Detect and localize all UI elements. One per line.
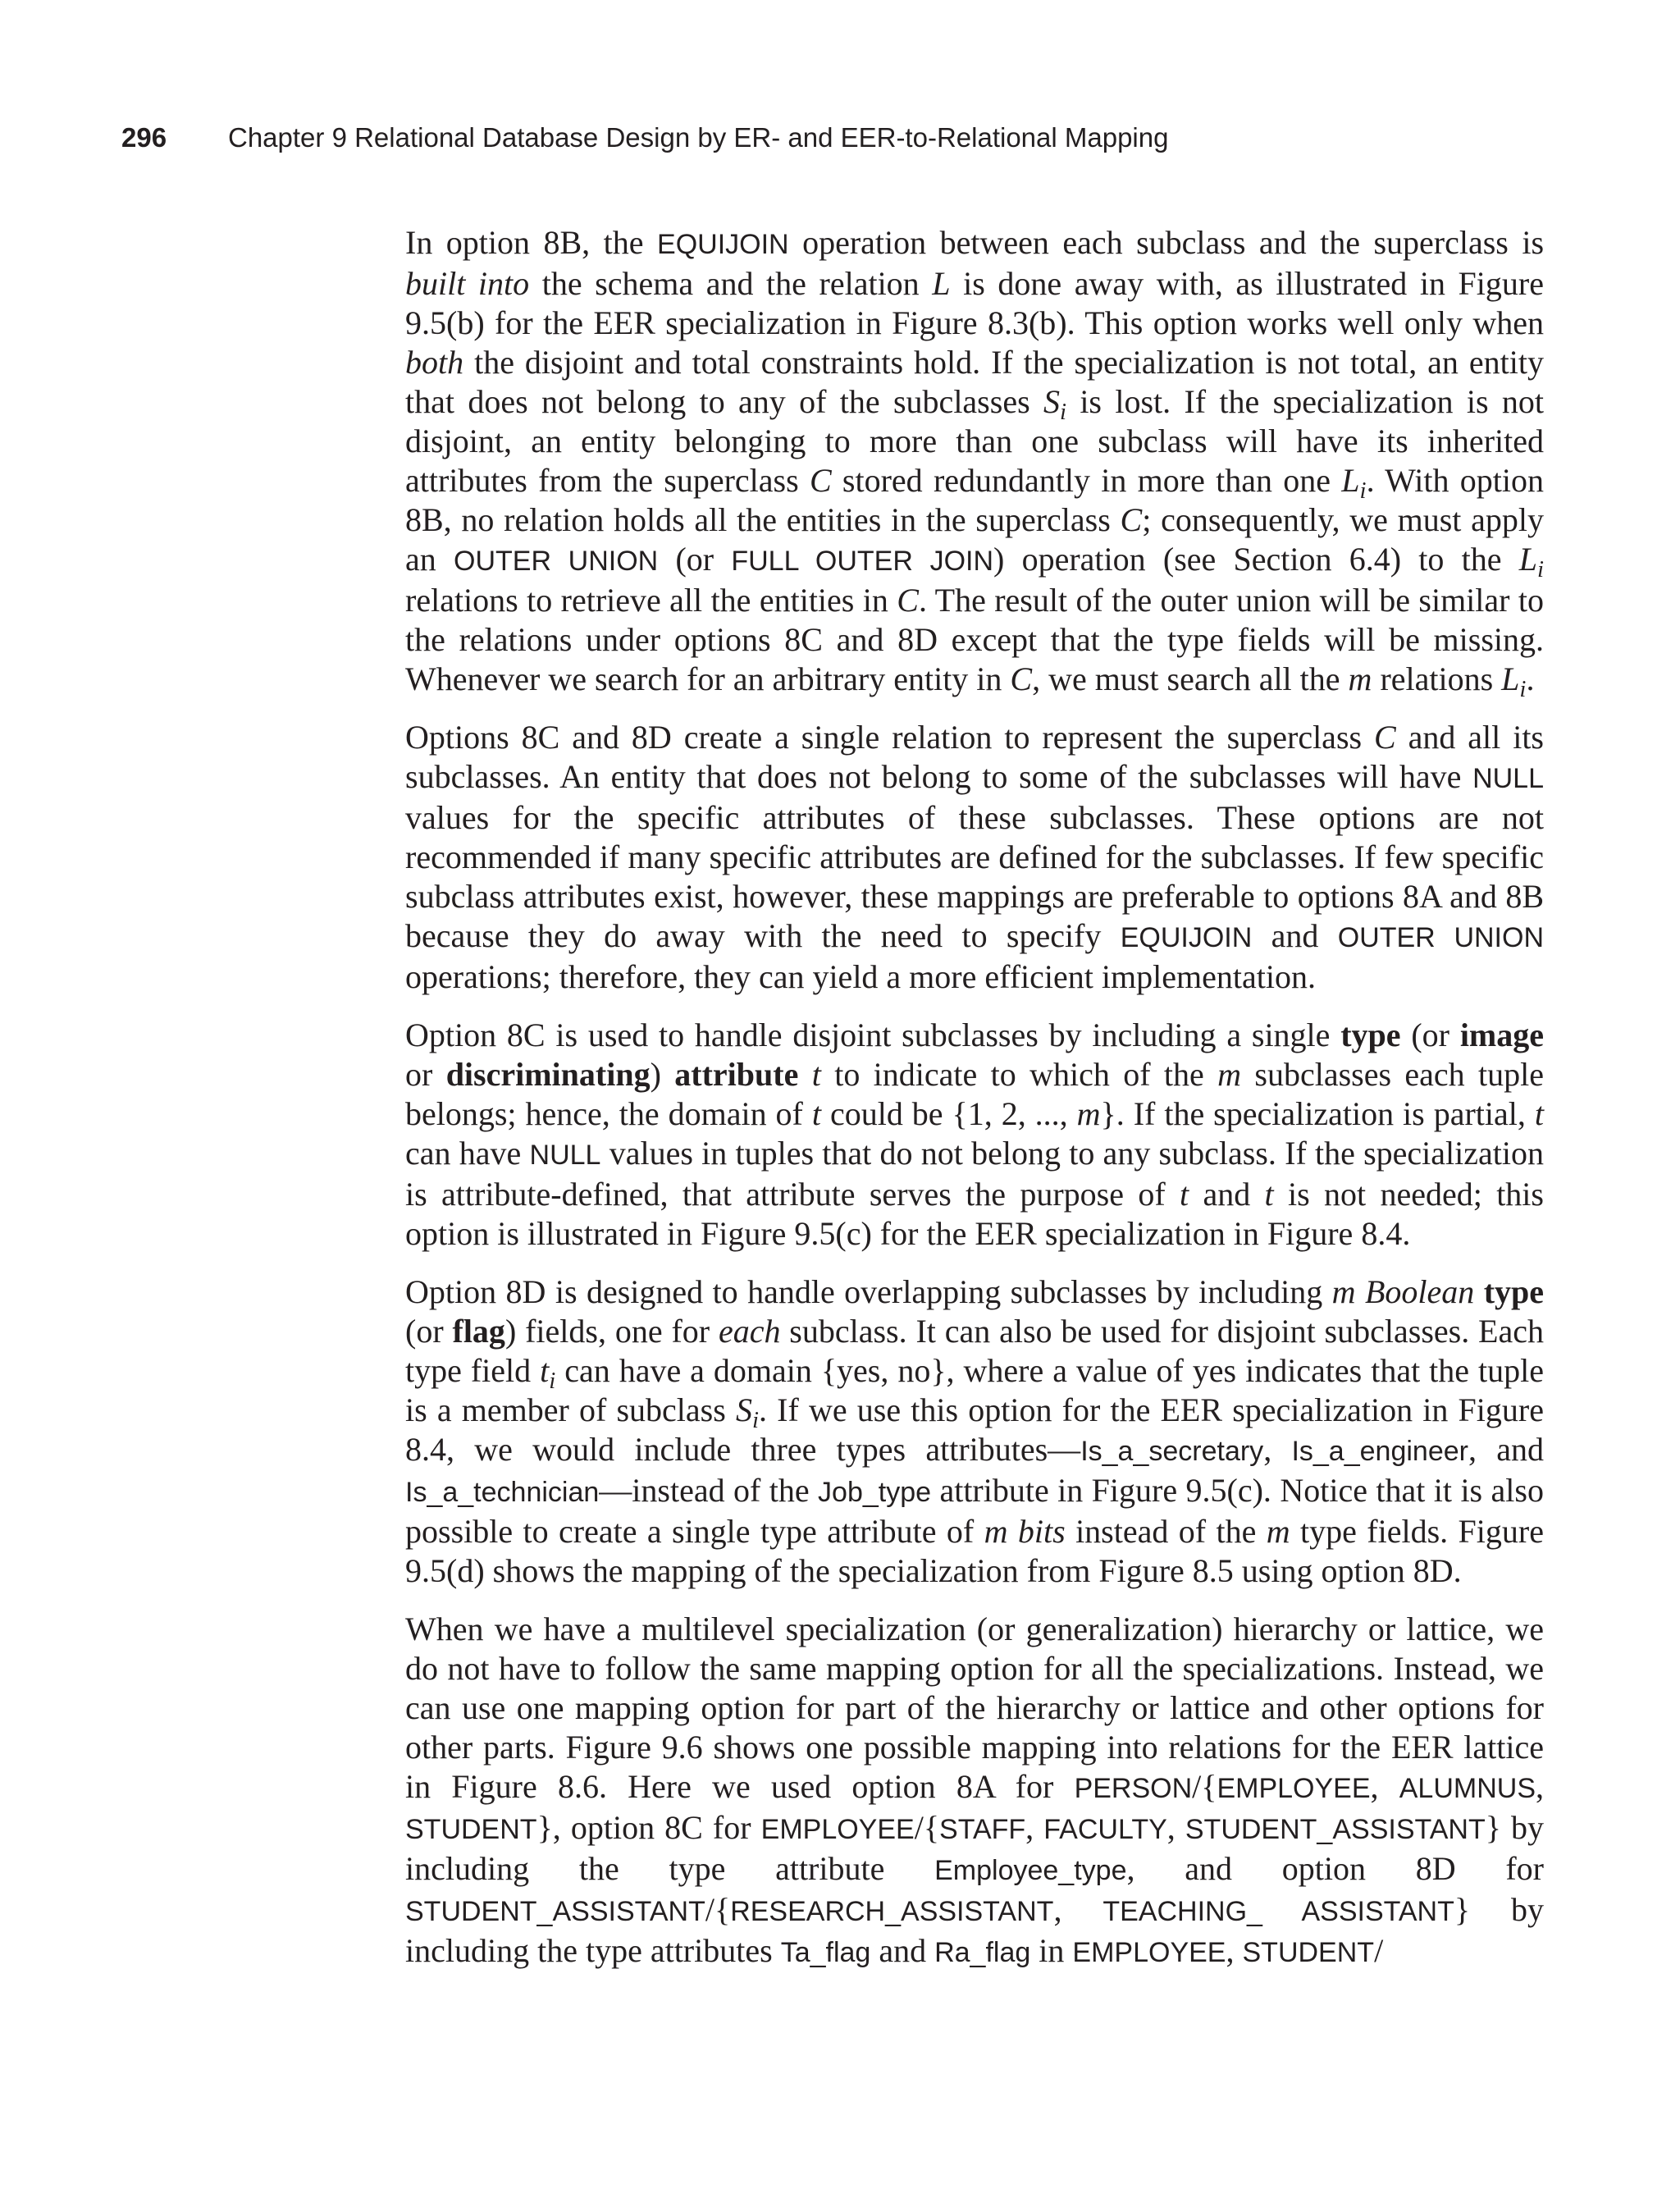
schema-term: FULL OUTER JOIN bbox=[731, 546, 994, 577]
schema-term: EMPLOYEE bbox=[760, 1814, 915, 1845]
subscript: i bbox=[751, 1407, 759, 1434]
schema-term: EMPLOYEE bbox=[1217, 1773, 1371, 1804]
schema-term: RESEARCH_ASSISTANT bbox=[730, 1896, 1054, 1927]
italic-term: t bbox=[1264, 1176, 1274, 1213]
italic-term: m bbox=[1348, 660, 1372, 697]
italic-term: each bbox=[718, 1313, 781, 1350]
italic-term: S bbox=[735, 1391, 752, 1428]
schema-term: Job_type bbox=[818, 1477, 932, 1508]
subscript: i bbox=[1536, 556, 1544, 583]
body-text bbox=[405, 223, 1544, 1991]
bold-term: attribute bbox=[674, 1056, 799, 1093]
italic-term: m bbox=[1217, 1056, 1242, 1093]
italic-term: L bbox=[1341, 462, 1360, 499]
schema-term: STUDENT bbox=[1242, 1937, 1375, 1968]
paragraph-multilevel: When we have a multilevel specialization (or generalization) hierarchy or lattice, we do not have to follow the same mapping option for all the specializations. Instead, we can use one mapping option for part of the hierarchy or lattice and other options for other parts. Figure 9.6 shows one possible mapping into relations for the EER lattice in Figure 8.6. Here we used option 8A for PERSON/{EMPLOYEE, ALUMNUS, STUDENT}, option 8C for EMPLOYEE/{STAFF, FACULTY, STUDENT_ASSISTANT} by including the type attribute Employee_type, and option 8D for STUDENT_ASSISTANT/{RESEARCH_ASSISTANT, TEACHING_ ASSISTANT} by including the type attributes Ta_flag and Ra_flag in EMPLOYEE, STUDENT/ bbox=[405, 1610, 1545, 1969]
schema-term: FACULTY bbox=[1043, 1814, 1167, 1845]
subscript: i bbox=[1519, 676, 1527, 703]
schema-term: OUTER UNION bbox=[454, 546, 659, 577]
italic-term: t bbox=[811, 1095, 821, 1132]
schema-term: PERSON bbox=[1074, 1773, 1193, 1804]
italic-term: t bbox=[811, 1056, 821, 1093]
bold-term: flag bbox=[452, 1313, 505, 1350]
schema-term: STAFF bbox=[939, 1814, 1026, 1845]
italic-term: C bbox=[897, 582, 919, 619]
schema-term: Employee_type bbox=[934, 1855, 1127, 1886]
italic-term: C bbox=[1374, 719, 1396, 756]
schema-term: Is_a_engineer bbox=[1291, 1436, 1468, 1467]
paragraph-option-8b: In option 8B, the EQUIJOIN operation between each subclass and the superclass is built into the schema and the relation L is done away with, as illustrated in Figure 9.5(b) for the EER specialization in Figure 8.3(b). This option works well only when both the disjoint and total constraints hold. If the specialization is not total, an entity that does not belong to any of the subclasses $S_i$ is lost. If the specialization is not disjoint, an entity belonging to more than one subclass will have its inherited attributes from the superclass C stored redundantly in more than one $L_i$. With option 8B, no relation holds all the entities in the superclass C; consequently, we must apply an OUTER UNION (or FULL OUTER JOIN) operation (see Section 6.4) to the $L_i$ relations to retrieve all the entities in C. The result of the outer union will be similar to the relations under options 8C and 8D except that the type fields will be missing. Whenever we search for an arbitrary entity in C, we must search all the m relations $L_i$. bbox=[405, 224, 1545, 703]
italic-term: t bbox=[540, 1352, 550, 1389]
bold-term: type bbox=[1483, 1273, 1545, 1310]
italic-term: L bbox=[1518, 541, 1537, 578]
chapter-title: Chapter 9 Relational Database Design by ER- and EER-to-Relational Mapping bbox=[228, 122, 1169, 153]
italic-term: C bbox=[809, 462, 832, 499]
subscript: i bbox=[1359, 477, 1367, 505]
schema-term: EMPLOYEE bbox=[1072, 1937, 1226, 1968]
italic-term: S bbox=[1043, 383, 1060, 420]
italic-term: C bbox=[1010, 660, 1033, 697]
italic-term: C bbox=[1120, 501, 1143, 538]
schema-term: Is_a_secretary bbox=[1080, 1436, 1264, 1467]
bold-term: image bbox=[1459, 1016, 1544, 1053]
italic-term: m bits bbox=[984, 1513, 1066, 1550]
schema-term: NULL bbox=[529, 1140, 601, 1171]
page-number: 296 bbox=[121, 122, 167, 153]
paragraph-options-8c-8d: Options 8C and 8D create a single relation to represent the superclass C and all its subclasses. An entity that does not belong to some of the subclasses will have NULL values for the specific attributes of these subclasses. These options are not recommended if many specific attributes are defined for the subclasses. If few specific subclass attributes exist, however, these mappings are preferable to options 8A and 8B because they do away with the need to specify EQUIJOIN and OUTER UNION operations; therefore, they can yield a more efficient implementation. bbox=[405, 719, 1544, 995]
schema-term: NULL bbox=[1472, 763, 1544, 794]
schema-term: ALUMNUS bbox=[1399, 1773, 1536, 1804]
schema-term: Ra_flag bbox=[934, 1937, 1031, 1968]
schema-term: EQUIJOIN bbox=[1120, 922, 1253, 953]
subscript: i bbox=[1059, 399, 1066, 426]
schema-term: EQUIJOIN bbox=[657, 229, 789, 260]
italic-term: m bbox=[1076, 1095, 1101, 1132]
italic-term: m bbox=[1266, 1513, 1290, 1550]
schema-term: STUDENT_ASSISTANT bbox=[405, 1896, 705, 1927]
running-head bbox=[121, 120, 1565, 156]
schema-term: STUDENT bbox=[405, 1814, 537, 1845]
schema-term: OUTER UNION bbox=[1337, 922, 1544, 953]
bold-term: type bbox=[1340, 1016, 1401, 1053]
italic-term: m Boolean bbox=[1331, 1273, 1475, 1310]
italic-term: both bbox=[405, 344, 464, 381]
bold-term: discriminating bbox=[445, 1056, 651, 1093]
schema-term: Is_a_technician bbox=[405, 1477, 600, 1508]
schema-term: TEACHING_ ASSISTANT bbox=[1102, 1896, 1454, 1927]
paragraph-option-8c: Option 8C is used to handle disjoint subclasses by including a single type (or image or discriminating) attribute t to indicate to which of the m subclasses each tuple belongs; hence, the domain of t could be {1, 2, ..., m}. If the specialization is partial, t can have NULL values in tuples that do not belong to any subclass. If the specialization is attribute-defined, that attribute serves the purpose of t and t is not needed; this option is illustrated in Figure 9.5(c) for the EER specialization in Figure 8.4. bbox=[405, 1016, 1545, 1252]
schema-term: STUDENT_ASSISTANT bbox=[1185, 1814, 1486, 1845]
italic-term: built into bbox=[405, 265, 530, 302]
italic-term: L bbox=[1501, 660, 1520, 697]
italic-term: t bbox=[1534, 1095, 1544, 1132]
schema-term: Ta_flag bbox=[780, 1937, 871, 1968]
subscript: i bbox=[549, 1368, 556, 1395]
italic-term: L bbox=[932, 265, 951, 302]
paragraph-option-8d: Option 8D is designed to handle overlapping subclasses by including m Boolean type (or flag) fields, one for each subclass. It can also be used for disjoint subclasses. Each type field $t_i$ can have a domain {yes, no}, where a value of yes indicates that the tuple is a member of subclass $S_i$. If we use this option for the EER specialization in Figure 8.4, we would include three types attributes—Is_a_secretary, Is_a_engineer, and Is_a_technician—instead of the Job_type attribute in Figure 9.5(c). Notice that it is also possible to create a single type attribute of m bits instead of the m type fields. Figure 9.5(d) shows the mapping of the specialization from Figure 8.5 using option 8D. bbox=[405, 1273, 1545, 1589]
italic-term: t bbox=[1179, 1176, 1189, 1213]
